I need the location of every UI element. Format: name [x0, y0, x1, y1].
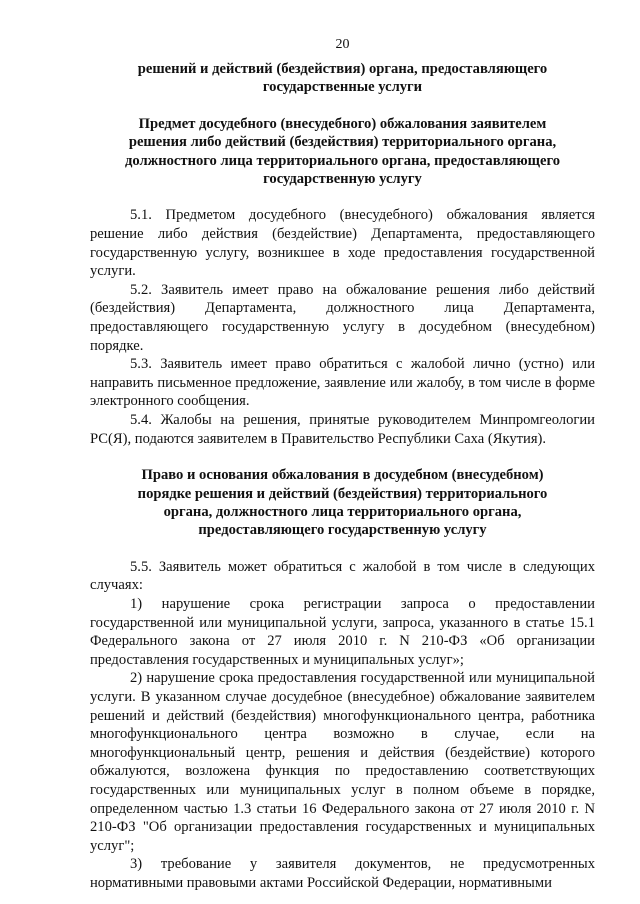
heading-continuation-line-2: государственные услуги	[262, 79, 423, 96]
section-heading-rights-line-4: предоставляющего государственную услугу	[198, 522, 487, 539]
list-item-3: 3) требование у заявителя документов, не предусмотренных нормативными правовыми актами Российской Федерации, нормативными	[90, 856, 595, 891]
paragraph-5-1: 5.1. Предметом досудебного (внесудебного) обжалования является решение либо действия (бездействие) Департамента, предоставляющего государственную услугу, возникшее в ходе предоставления государственной услуги.	[90, 207, 595, 280]
section-heading-rights-line-1: Право и основания обжалования в досудебном (внесудебном)	[141, 467, 544, 484]
section-heading-subject-line-2: решения либо действий (бездействия) территориального органа,	[128, 134, 557, 151]
section-heading-rights-line-2: порядке решения и действий (бездействия) территориального	[137, 485, 548, 502]
section-heading-subject-line-3: должностного лица территориального органа, предоставляющего	[124, 152, 561, 169]
section-heading-rights-line-3: органа, должностного лица территориального органа,	[163, 503, 522, 520]
paragraph-5-5: 5.5. Заявитель может обратиться с жалобой в том числе в следующих случаях:	[90, 558, 595, 594]
paragraph-5-3: 5.3. Заявитель имеет право обратиться с жалобой лично (устно) или направить письменное предложение, заявление или жалобу, в том числе в форме электронного сообщения.	[90, 356, 595, 410]
heading-continuation-line-1: решений и действий (бездействия) органа, предоставляющего	[137, 61, 548, 77]
list-item-1: 1) нарушение срока регистрации запроса о предоставлении государственной или муниципальной услуги, запроса, указанного в статье 15.1 Федерального закона от 27 июля 2010 г. N 210-ФЗ «Об организации предоставления государственных и муниципальных услуг»;	[90, 595, 595, 668]
paragraph-5-2: 5.2. Заявитель имеет право на обжалование решения либо действий (бездействия) Департамента, должностного лица Департамента, предоставляющего государственную услугу в досудебном (внесудебном) порядке.	[90, 281, 595, 354]
document-page	[90, 36, 595, 892]
section-heading-subject-line-1: Предмет досудебного (внесудебного) обжалования заявителем	[138, 115, 547, 132]
page-number: 20	[335, 37, 350, 52]
paragraph-5-4: 5.4. Жалобы на решения, принятые руководителем Минпромгеологии РС(Я), подаются заявителем в Правительство Республики Саха (Якутия).	[90, 411, 595, 447]
list-item-2: 2) нарушение срока предоставления государственной или муниципальной услуги. В указанном случае досудебное (внесудебное) обжалование заявителем решений и действий (бездействия) многофункционального центра, работника многофункционального центра возможно в случае, если на многофункциональный центр, решения и действия (бездействие) которого обжалуются, возложена функция по предоставлению соответствующих государственных или муниципальных услуг в полном объеме в порядке, определенном частью 1.3 статьи 16 Федерального закона от 27 июля 2010 г. N 210-ФЗ "Об организации предоставления государственных и муниципальных услуг";	[90, 670, 595, 854]
section-heading-subject-line-4: государственную услугу	[263, 171, 422, 188]
